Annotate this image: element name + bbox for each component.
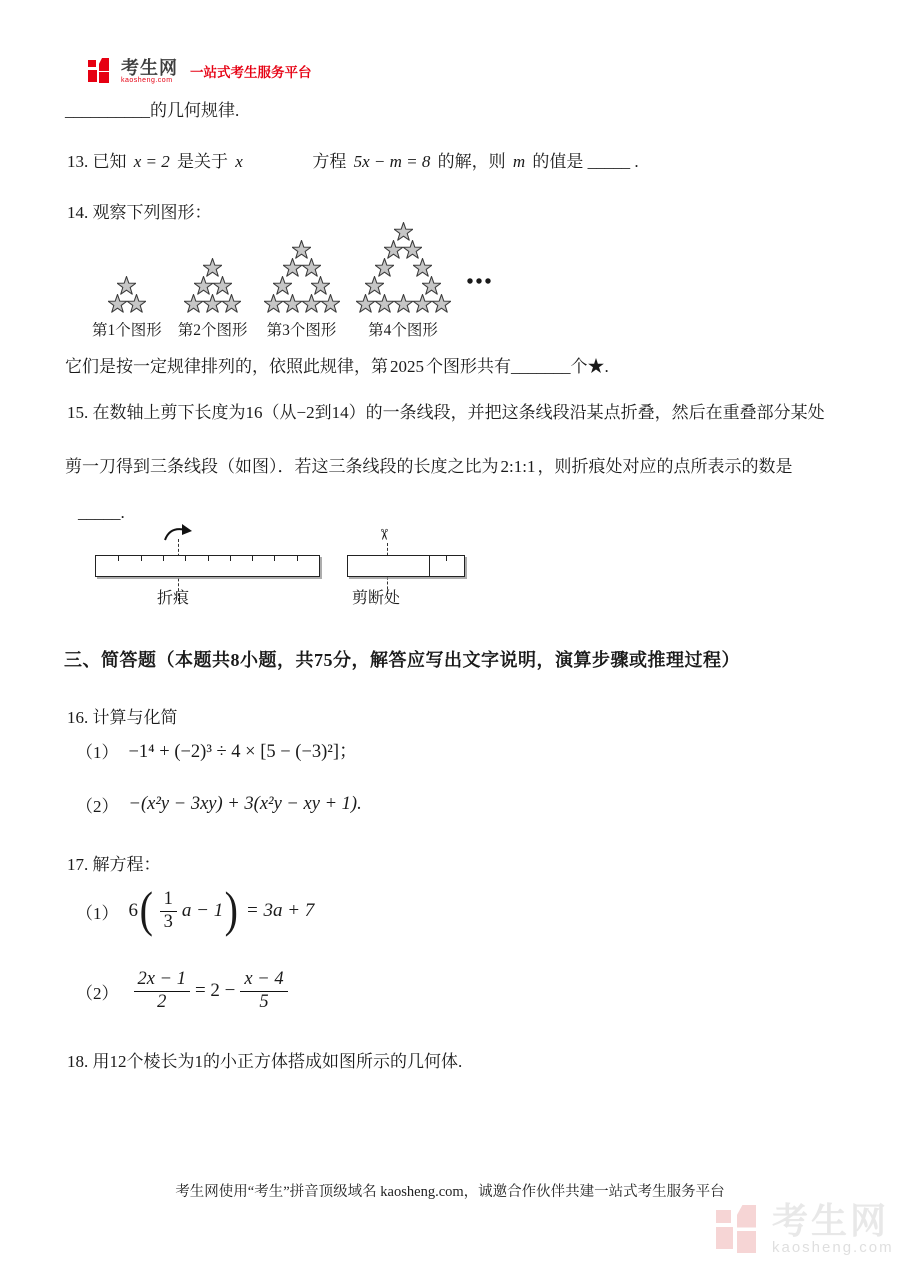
star-icon: [127, 294, 146, 313]
question-15-line2: [65, 452, 792, 477]
star-icon: [365, 276, 384, 295]
star-icon: [283, 258, 302, 277]
q15-number: 15.: [67, 403, 89, 422]
star-icon: [394, 294, 413, 313]
logo-text: [121, 59, 178, 84]
star-icon: [283, 294, 302, 313]
fraction-denominator: 5: [259, 991, 269, 1012]
tick: [141, 556, 142, 561]
answer-blank: _____: [78, 503, 121, 522]
star-icon: [375, 294, 394, 313]
part-label: （1）: [76, 742, 119, 762]
star-icon: [356, 294, 375, 313]
star-icon: [292, 240, 311, 259]
q16-expression-2: −(x²y − 3xy) + 3(x²y − xy + 1).: [128, 794, 362, 814]
fraction-numerator: x − 4: [240, 969, 287, 991]
q14b-text: 个★.: [570, 357, 609, 376]
question-14: [67, 198, 212, 223]
q17-title: 解方程：: [92, 855, 161, 874]
watermark-domain: kaosheng.com: [772, 1239, 894, 1256]
star-icon: [117, 276, 136, 295]
part-label: （2）: [76, 797, 119, 816]
star-icon: [222, 294, 241, 313]
watermark-text: [772, 1200, 894, 1256]
star-icon: [321, 294, 340, 313]
q18-text: 用12个棱长为1的小正方体搭成如图所示的几何体.: [92, 1052, 463, 1071]
cut-label: 剪断处: [352, 590, 401, 607]
section-title: 三、简答题（本题共8小题，共75分，解答应写出文字说明，演算步骤或推理过程）: [64, 650, 740, 670]
star-icon: [375, 258, 394, 277]
star-icon: [413, 258, 432, 277]
tick: [118, 556, 119, 561]
logo-tagline: 一站式考生服务平台: [190, 65, 312, 80]
fraction-denominator: 3: [163, 911, 173, 932]
star-icon: [203, 294, 222, 313]
star-icon: [422, 276, 441, 295]
kaosheng-logo-icon: [88, 57, 115, 84]
star-icon: [394, 294, 413, 313]
figure-label: 第1个图形: [92, 322, 162, 339]
cut-segment-rect: [347, 555, 465, 577]
q15-ratio: 2:1:1: [500, 457, 536, 476]
question-18: [67, 1047, 462, 1072]
star-icon: [117, 276, 136, 295]
star-icon: [264, 294, 283, 313]
q13-text: 是关于: [177, 152, 229, 171]
star-icon: [432, 294, 451, 313]
footer-text: 考生网使用“考生”拼音顶级域名 kaosheng.com，诚邀合作伙伴共建一站式考生服务平台: [175, 1184, 725, 1200]
fraction: [134, 969, 190, 1013]
star-icon: [203, 258, 222, 277]
star-icon: [108, 294, 127, 313]
q17-eq1-rhs: = 3a + 7: [245, 900, 315, 921]
q14-text: 观察下列图形：: [92, 203, 212, 222]
q17-eq1-coefficient: 6: [128, 900, 138, 921]
star-icon: [375, 294, 394, 313]
tick: [163, 556, 164, 561]
star-icon: [213, 276, 232, 295]
q13-math-m: m: [512, 152, 526, 171]
fraction-denominator: 2: [157, 991, 167, 1012]
q16-part1: [76, 737, 358, 763]
star-icon: [203, 258, 222, 277]
star-icon: [413, 294, 432, 313]
star-icon: [394, 222, 413, 241]
numberline-diagram: [65, 523, 485, 615]
tick: [252, 556, 253, 561]
q14b-figure-number: 2025: [390, 357, 424, 376]
q17-eq1-middle: a − 1: [181, 900, 224, 921]
star-icon: [375, 258, 394, 277]
star-icon: [403, 240, 422, 259]
fraction: [240, 969, 287, 1013]
question-14-continued: [65, 352, 609, 377]
star-icon: [184, 294, 203, 313]
star-icon: [384, 240, 403, 259]
tick: [185, 556, 186, 561]
question-15-blank-line: [78, 503, 125, 523]
q18-number: 18.: [67, 1052, 89, 1071]
star-figure: [264, 240, 340, 340]
fold-label: 折痕: [157, 590, 190, 607]
q13-equation: 5x − m = 8: [353, 152, 431, 171]
question-13: [67, 147, 639, 172]
star-figure: [356, 222, 451, 340]
ellipsis-dots: •••: [466, 271, 494, 293]
q13-math-x: x: [235, 152, 243, 171]
star-icon: [384, 240, 403, 259]
star-icon: [127, 294, 146, 313]
part-label: （1）: [76, 903, 119, 923]
q17-eq2-middle: = 2 −: [194, 980, 236, 1001]
star-icon: [422, 276, 441, 295]
tick: [230, 556, 231, 561]
q13-math-x2: x = 2: [133, 152, 170, 171]
intro-text: 的几何规律.: [150, 101, 240, 120]
segment-divider: [429, 556, 430, 576]
q14b-text: 它们是按一定规律排列的，依照此规律，第: [65, 357, 388, 376]
q17-number: 17.: [67, 855, 89, 874]
star-icon: [273, 276, 292, 295]
q17-part2: [76, 960, 293, 1022]
star-icon: [413, 294, 432, 313]
fraction-numerator: 1: [160, 889, 177, 911]
q15-text: 剪一刀得到三条线段（如图）．若这三条线段的长度之比为: [65, 457, 499, 476]
segment-ruler: [95, 555, 320, 577]
star-icon: [311, 276, 330, 295]
fraction: [160, 889, 177, 933]
kaosheng-watermark-icon: [716, 1205, 762, 1255]
star-icon: [194, 276, 213, 295]
logo-domain: kaosheng.com: [121, 77, 173, 84]
q14b-text: 个图形共有: [426, 357, 511, 376]
question-17: [67, 850, 161, 875]
star-icon: [302, 258, 321, 277]
q16-number: 16.: [67, 708, 89, 727]
q13-text: .: [634, 152, 639, 171]
star-icon: [302, 294, 321, 313]
watermark-logo: [716, 1200, 894, 1256]
q15-text: ，则折痕处对应的点所表示的数是: [537, 457, 793, 476]
star-icon: [203, 294, 222, 313]
answer-blank: _______: [511, 357, 571, 376]
star-icon: [273, 276, 292, 295]
answer-blank: __________: [65, 101, 150, 120]
q13-text: 已知: [92, 152, 127, 171]
star-icon: [184, 294, 203, 313]
star-icon: [302, 294, 321, 313]
q15-text: 在数轴上剪下长度为16（从−2到14）的一条线段，并把这条线段沿某点折叠，然后在重叠部分某处: [92, 403, 825, 422]
star-icon: [213, 276, 232, 295]
tick: [446, 556, 447, 561]
scissors-icon: ✂: [374, 528, 391, 541]
q16-expression-1: −1⁴ + (−2)³ ÷ 4 × [5 − (−3)²]；: [128, 742, 358, 762]
star-figure: [92, 276, 162, 340]
q16-title: 计算与化简: [92, 708, 178, 727]
figure-label: 第3个图形: [266, 322, 337, 339]
question-15-line1: [67, 398, 825, 423]
tick: [274, 556, 275, 561]
q16-part2: [76, 792, 362, 817]
figure-label: 第2个图形: [177, 322, 248, 339]
star-icon: [283, 258, 302, 277]
star-icon: [365, 276, 384, 295]
star-icon: [194, 276, 213, 295]
q13-number: 13.: [67, 152, 89, 171]
intro-line: [65, 96, 239, 121]
star-figure: [178, 258, 248, 340]
figure-label: 第4个图形: [368, 322, 438, 339]
answer-blank: _____: [587, 152, 631, 171]
star-icon: [311, 276, 330, 295]
star-icon: [222, 294, 241, 313]
watermark-title: 考生网: [772, 1200, 890, 1241]
figures-row: [92, 222, 494, 340]
part-label: （2）: [76, 983, 119, 1003]
star-icon: [413, 258, 432, 277]
star-icon: [356, 294, 375, 313]
q13-text: 方程: [312, 152, 347, 171]
star-icon: [432, 294, 451, 313]
star-icon: [302, 258, 321, 277]
tick: [208, 556, 209, 561]
question-16: [67, 703, 178, 728]
q13-text: 的解，则: [437, 152, 506, 171]
tick: [297, 556, 298, 561]
header-logo: [88, 57, 312, 84]
fraction-numerator: 2x − 1: [134, 969, 190, 991]
star-icon: [108, 294, 127, 313]
q17-part1: （1） 6 ( $\frac{1}{3}$ a − 1 ) = 3a + 7: [76, 881, 315, 937]
logo-title: 考生网: [121, 58, 178, 78]
star-icon: [292, 240, 311, 259]
q15-period: .: [120, 503, 125, 522]
star-icon: [403, 240, 422, 259]
q13-text: 的值是: [532, 152, 584, 171]
star-icon: [394, 222, 413, 241]
star-icon: [283, 294, 302, 313]
star-icon: [264, 294, 283, 313]
star-icon: [321, 294, 340, 313]
fold-arrow-icon: [161, 523, 197, 543]
q14-number: 14.: [67, 203, 89, 222]
